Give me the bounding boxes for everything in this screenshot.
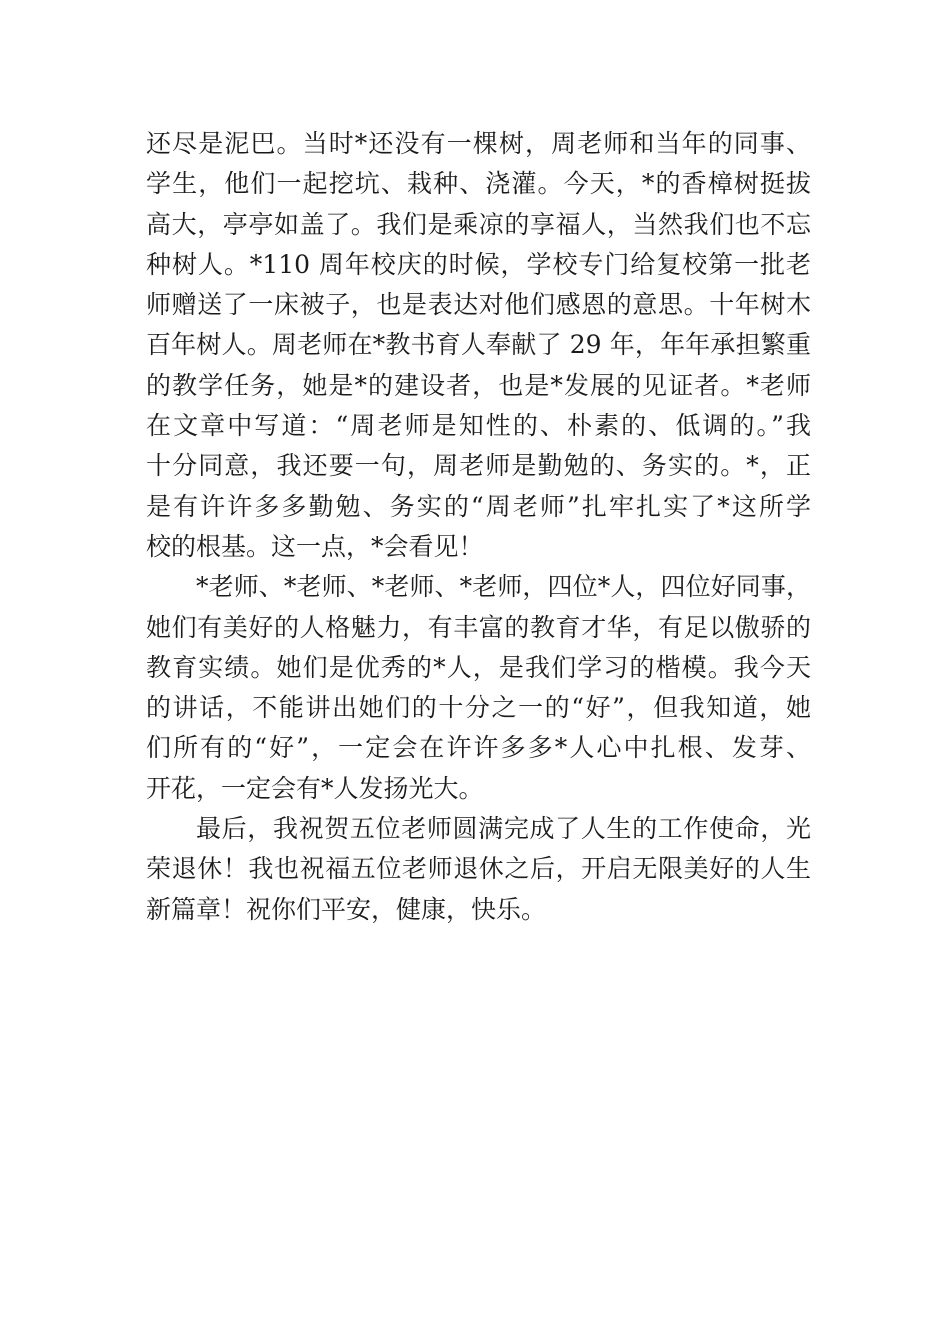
text-line: 她们有美好的人格魅力，有丰富的教育才华，有足以傲骄的 <box>146 612 811 642</box>
paragraph-1 <box>146 124 811 567</box>
text-line: 种树人。*110 周年校庆的时候，学校专门给复校第一批老 <box>146 249 811 279</box>
text-line: 是有许许多多勤勉、务实的“周老师”扎牢扎实了*这所学 <box>146 491 811 521</box>
body-text <box>146 124 811 930</box>
paragraph-2 <box>146 567 811 809</box>
text-line: 开花，一定会有*人发扬光大。 <box>146 773 484 803</box>
text-line: 师赠送了一床被子，也是表达对他们感恩的意思。十年树木 <box>146 290 811 320</box>
paragraph-3 <box>146 809 811 930</box>
text-line: 十分同意，我还要一句，周老师是勤勉的、务实的。*，正 <box>146 451 811 481</box>
text-line: 们所有的“好”，一定会在许许多多*人心中扎根、发芽、 <box>146 733 811 763</box>
text-line: 新篇章！祝你们平安，健康，快乐。 <box>146 894 547 924</box>
text-line: *老师、*老师、*老师、*老师，四位*人，四位好同事， <box>196 572 811 602</box>
text-line: 高大，亭亭如盖了。我们是乘凉的享福人，当然我们也不忘 <box>146 209 811 239</box>
text-line: 最后，我祝贺五位老师圆满完成了人生的工作使命，光 <box>196 814 811 844</box>
text-line: 学生，他们一起挖坑、栽种、浇灌。今天，*的香樟树挺拔 <box>146 169 811 199</box>
text-line: 校的根基。这一点，*会看见！ <box>146 531 484 561</box>
text-line: 教育实绩。她们是优秀的*人，是我们学习的楷模。我今天 <box>146 652 811 682</box>
text-line: 的讲话，不能讲出她们的十分之一的“好”，但我知道，她 <box>146 693 811 723</box>
text-line: 还尽是泥巴。当时*还没有一棵树，周老师和当年的同事、 <box>146 129 811 158</box>
text-line: 的教学任务，她是*的建设者，也是*发展的见证者。*老师 <box>146 370 811 400</box>
text-line: 荣退休！我也祝福五位老师退休之后，开启无限美好的人生 <box>146 854 811 884</box>
text-line: 百年树人。周老师在*教书育人奉献了 29 年，年年承担繁重 <box>146 330 811 360</box>
text-line: 在文章中写道：“周老师是知性的、朴素的、低调的。”我 <box>146 411 811 441</box>
